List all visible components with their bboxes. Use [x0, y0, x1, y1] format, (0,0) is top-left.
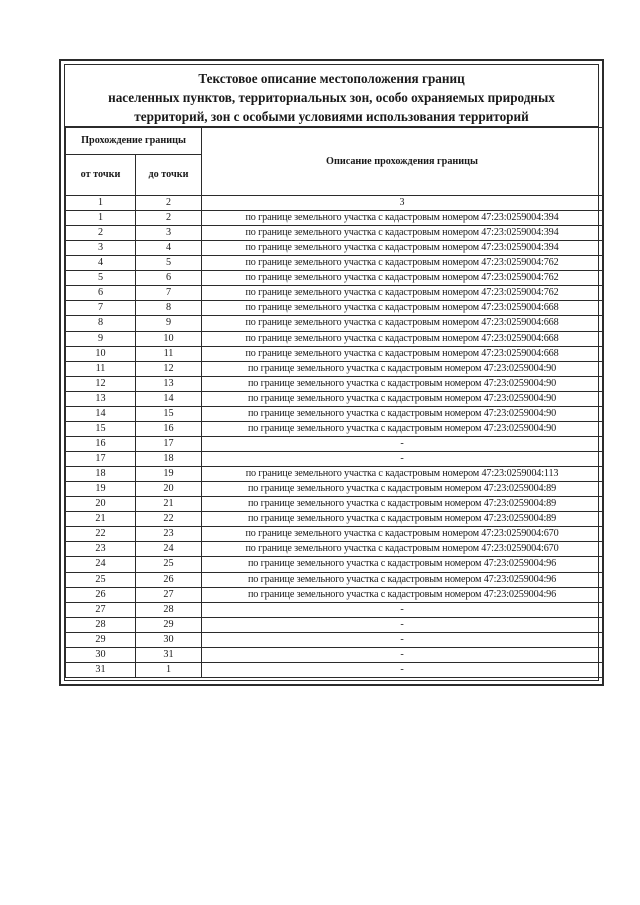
cell-description: по границе земельного участка с кадастровым номером 47:23:0259004:670: [202, 542, 603, 557]
cell-from-point: 19: [66, 482, 136, 497]
cell-description: по границе земельного участка с кадастровым номером 47:23:0259004:394: [202, 211, 603, 226]
cell-description: -: [202, 436, 603, 451]
cell-to-point: 6: [136, 271, 202, 286]
cell-from-point: 28: [66, 617, 136, 632]
cell-from-point: 6: [66, 286, 136, 301]
cell-description: по границе земельного участка с кадастровым номером 47:23:0259004:394: [202, 226, 603, 241]
table-row: [66, 662, 603, 677]
cell-from-point: 10: [66, 346, 136, 361]
cell-to-point: 17: [136, 436, 202, 451]
title-line-1: Текстовое описание местоположения границ: [198, 71, 465, 86]
table-row: [66, 467, 603, 482]
cell-from-point: 11: [66, 361, 136, 376]
table-row: [66, 346, 603, 361]
cell-to-point: 7: [136, 286, 202, 301]
table-row: [66, 587, 603, 602]
cell-from-point: 29: [66, 632, 136, 647]
table-row: [66, 482, 603, 497]
cell-from-point: 26: [66, 587, 136, 602]
cell-to-point: 4: [136, 241, 202, 256]
table-row: [66, 286, 603, 301]
document-title: [65, 65, 598, 127]
cell-to-point: 19: [136, 467, 202, 482]
table-row: [66, 361, 603, 376]
table-row: [66, 256, 603, 271]
table-row: [66, 436, 603, 451]
table-row: [66, 527, 603, 542]
table-row: [66, 271, 603, 286]
cell-to-point: 29: [136, 617, 202, 632]
cell-description: по границе земельного участка с кадастровым номером 47:23:0259004:90: [202, 421, 603, 436]
cell-description: по границе земельного участка с кадастровым номером 47:23:0259004:670: [202, 527, 603, 542]
cell-to-point: 28: [136, 602, 202, 617]
cell-description: по границе земельного участка с кадастровым номером 47:23:0259004:668: [202, 331, 603, 346]
table-row: [66, 211, 603, 226]
table-row: [66, 406, 603, 421]
cell-to-point: 21: [136, 497, 202, 512]
cell-from-point: 20: [66, 497, 136, 512]
table-row: [66, 557, 603, 572]
table-row: [66, 376, 603, 391]
cell-to-point: 2: [136, 211, 202, 226]
cell-from-point: 30: [66, 647, 136, 662]
cell-from-point: 18: [66, 467, 136, 482]
header-description: Описание прохождения границы: [202, 128, 603, 196]
cell-from-point: 12: [66, 376, 136, 391]
cell-from-point: 23: [66, 542, 136, 557]
cell-description: -: [202, 602, 603, 617]
cell-description: по границе земельного участка с кадастровым номером 47:23:0259004:90: [202, 406, 603, 421]
cell-to-point: 31: [136, 647, 202, 662]
table-row: [66, 647, 603, 662]
table-row: [66, 632, 603, 647]
cell-description: по границе земельного участка с кадастровым номером 47:23:0259004:89: [202, 497, 603, 512]
cell-description: по границе земельного участка с кадастровым номером 47:23:0259004:762: [202, 256, 603, 271]
table-body: [66, 211, 603, 678]
cell-description: -: [202, 617, 603, 632]
cell-to-point: 10: [136, 331, 202, 346]
table-row: [66, 421, 603, 436]
cell-to-point: 11: [136, 346, 202, 361]
cell-from-point: 17: [66, 452, 136, 467]
cell-description: -: [202, 647, 603, 662]
table-row: [66, 391, 603, 406]
cell-from-point: 14: [66, 406, 136, 421]
cell-from-point: 25: [66, 572, 136, 587]
cell-description: по границе земельного участка с кадастровым номером 47:23:0259004:762: [202, 286, 603, 301]
column-number-1: 1: [66, 196, 136, 211]
cell-description: по границе земельного участка с кадастровым номером 47:23:0259004:668: [202, 346, 603, 361]
cell-to-point: 12: [136, 361, 202, 376]
cell-from-point: 13: [66, 391, 136, 406]
cell-from-point: 8: [66, 316, 136, 331]
cell-to-point: 9: [136, 316, 202, 331]
table-row: [66, 497, 603, 512]
cell-description: -: [202, 452, 603, 467]
cell-from-point: 27: [66, 602, 136, 617]
column-number-2: 2: [136, 196, 202, 211]
cell-description: по границе земельного участка с кадастровым номером 47:23:0259004:96: [202, 587, 603, 602]
table-row: [66, 452, 603, 467]
cell-from-point: 7: [66, 301, 136, 316]
cell-from-point: 24: [66, 557, 136, 572]
cell-from-point: 4: [66, 256, 136, 271]
boundary-table: [65, 127, 603, 678]
cell-description: -: [202, 632, 603, 647]
column-number-3: 3: [202, 196, 603, 211]
cell-description: по границе земельного участка с кадастровым номером 47:23:0259004:89: [202, 482, 603, 497]
header-from-point: от точки: [66, 155, 136, 196]
table-row: [66, 316, 603, 331]
header-to-point: до точки: [136, 155, 202, 196]
cell-to-point: 20: [136, 482, 202, 497]
document-frame: [59, 59, 604, 686]
table-row: [66, 572, 603, 587]
cell-to-point: 25: [136, 557, 202, 572]
table-row: [66, 542, 603, 557]
cell-from-point: 21: [66, 512, 136, 527]
cell-description: по границе земельного участка с кадастровым номером 47:23:0259004:96: [202, 557, 603, 572]
table-row: [66, 301, 603, 316]
cell-to-point: 15: [136, 406, 202, 421]
cell-from-point: 16: [66, 436, 136, 451]
cell-description: -: [202, 662, 603, 677]
cell-to-point: 13: [136, 376, 202, 391]
cell-to-point: 16: [136, 421, 202, 436]
cell-description: по границе земельного участка с кадастровым номером 47:23:0259004:668: [202, 316, 603, 331]
cell-to-point: 8: [136, 301, 202, 316]
cell-to-point: 1: [136, 662, 202, 677]
cell-description: по границе земельного участка с кадастровым номером 47:23:0259004:762: [202, 271, 603, 286]
table-row: [66, 226, 603, 241]
title-line-2: населенных пунктов, территориальных зон, особо охраняемых природных: [108, 90, 555, 105]
cell-from-point: 9: [66, 331, 136, 346]
table-row: [66, 602, 603, 617]
cell-to-point: 27: [136, 587, 202, 602]
cell-description: по границе земельного участка с кадастровым номером 47:23:0259004:90: [202, 391, 603, 406]
cell-to-point: 26: [136, 572, 202, 587]
cell-from-point: 3: [66, 241, 136, 256]
cell-to-point: 22: [136, 512, 202, 527]
header-passage: Прохождение границы: [66, 128, 202, 155]
cell-to-point: 23: [136, 527, 202, 542]
cell-to-point: 3: [136, 226, 202, 241]
cell-to-point: 14: [136, 391, 202, 406]
cell-description: по границе земельного участка с кадастровым номером 47:23:0259004:668: [202, 301, 603, 316]
table-row: [66, 512, 603, 527]
cell-from-point: 22: [66, 527, 136, 542]
cell-description: по границе земельного участка с кадастровым номером 47:23:0259004:394: [202, 241, 603, 256]
cell-description: по границе земельного участка с кадастровым номером 47:23:0259004:90: [202, 361, 603, 376]
cell-from-point: 1: [66, 211, 136, 226]
cell-description: по границе земельного участка с кадастровым номером 47:23:0259004:113: [202, 467, 603, 482]
cell-to-point: 18: [136, 452, 202, 467]
document-inner-frame: [64, 64, 599, 681]
table-row: [66, 331, 603, 346]
cell-to-point: 30: [136, 632, 202, 647]
table-row: [66, 617, 603, 632]
title-line-3: территорий, зон с особыми условиями использования территорий: [134, 109, 529, 124]
cell-from-point: 2: [66, 226, 136, 241]
cell-description: по границе земельного участка с кадастровым номером 47:23:0259004:96: [202, 572, 603, 587]
cell-description: по границе земельного участка с кадастровым номером 47:23:0259004:90: [202, 376, 603, 391]
cell-to-point: 24: [136, 542, 202, 557]
cell-to-point: 5: [136, 256, 202, 271]
table-row: [66, 241, 603, 256]
cell-description: по границе земельного участка с кадастровым номером 47:23:0259004:89: [202, 512, 603, 527]
cell-from-point: 15: [66, 421, 136, 436]
cell-from-point: 31: [66, 662, 136, 677]
cell-from-point: 5: [66, 271, 136, 286]
